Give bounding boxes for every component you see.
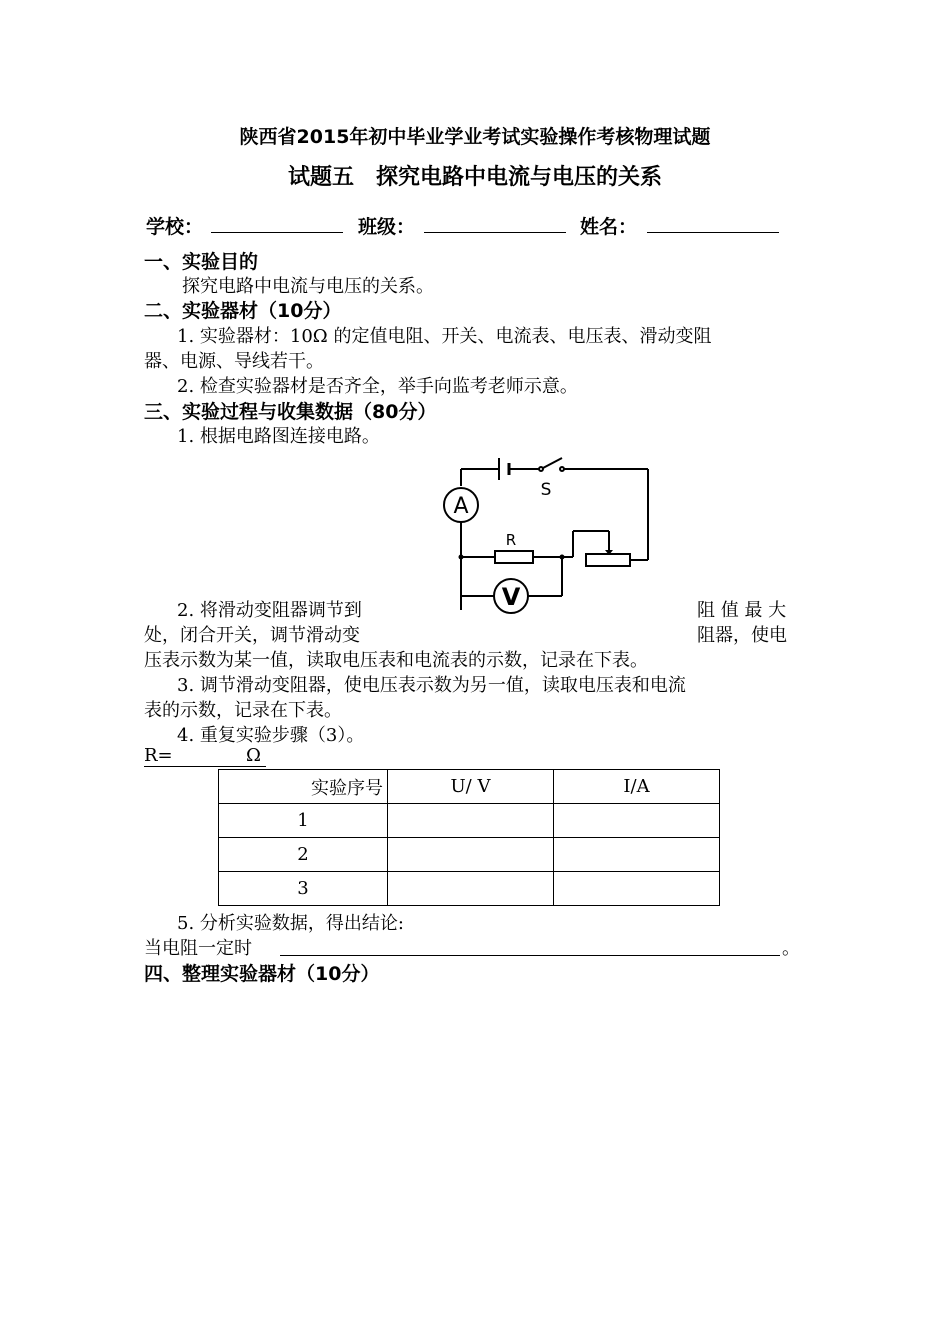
step-5: 5. 分析实验数据，得出结论: — [177, 913, 404, 934]
step-4: 4. 重复实验步骤（3）。 — [177, 725, 365, 746]
table-header-cell: I/A — [554, 770, 720, 804]
circuit-diagram — [440, 450, 660, 620]
table-cell-voltage[interactable] — [388, 804, 554, 838]
table-cell-voltage[interactable] — [388, 872, 554, 906]
step-3: 3. 调节滑动变阻器，使电压表示数为另一值，读取电压表和电流 — [177, 675, 686, 696]
school-field[interactable] — [211, 232, 343, 233]
section-2-item-1-cont: 器、电源、导线若干。 — [144, 351, 324, 372]
table-row — [219, 872, 720, 906]
step-1: 1. 根据电路图连接电路。 — [177, 426, 380, 447]
page-title: 陕西省2015年初中毕业学业考试实验操作考核物理试题 — [239, 126, 711, 148]
conclusion-prefix: 当电阻一定时 — [144, 938, 252, 959]
table-cell-current[interactable] — [554, 838, 720, 872]
step-2-part-d: 阻器，使电 — [697, 625, 787, 646]
table-cell-voltage[interactable] — [388, 838, 554, 872]
conclusion-field[interactable] — [280, 955, 780, 956]
table-cell-index: 1 — [219, 804, 388, 838]
resistance-field[interactable] — [144, 766, 266, 767]
section-2-item-1: 1. 实验器材：10Ω 的定值电阻、开关、电流表、电压表、滑动变阻 — [177, 326, 712, 347]
section-1-heading: 一、实验目的 — [144, 251, 259, 273]
voltmeter-symbol: V — [501, 583, 521, 611]
table-header-cell: U/ V — [388, 770, 554, 804]
section-2-item-2: 2. 检查实验器材是否齐全，举手向监考老师示意。 — [177, 376, 578, 397]
ammeter-symbol: A — [453, 494, 469, 519]
section-3-heading: 三、实验过程与收集数据（80分） — [144, 401, 437, 423]
table-cell-index: 3 — [219, 872, 388, 906]
table-header-row — [219, 770, 720, 804]
resistor-label: R — [505, 531, 517, 549]
table-header-cell: 实验序号 — [219, 770, 388, 804]
class-field[interactable] — [424, 232, 566, 233]
section-1-text: 探究电路中电流与电压的关系。 — [182, 276, 434, 297]
class-label: 班级： — [358, 216, 416, 238]
name-label: 姓名： — [580, 216, 638, 238]
section-4-heading: 四、整理实验器材（10分） — [144, 963, 380, 985]
table-cell-current[interactable] — [554, 804, 720, 838]
table-row — [219, 804, 720, 838]
section-2-heading: 二、实验器材（10分） — [144, 300, 342, 322]
step-2: 2. 将滑动变阻器调节到 — [177, 600, 362, 621]
table-cell-current[interactable] — [554, 872, 720, 906]
step-3-cont: 表的示数，记录在下表。 — [144, 700, 342, 721]
step-2-part-c: 处，闭合开关，调节滑动变 — [144, 625, 360, 646]
resistance-unit: Ω — [246, 745, 261, 766]
school-label: 学校： — [146, 216, 204, 238]
name-field[interactable] — [647, 232, 779, 233]
step-2-part-e: 压表示数为某一值，读取电压表和电流表的示数，记录在下表。 — [144, 650, 648, 671]
switch-label: S — [540, 480, 552, 500]
resistance-label: R= — [144, 745, 173, 766]
table-cell-index: 2 — [219, 838, 388, 872]
table-row — [219, 838, 720, 872]
data-table — [218, 769, 720, 906]
conclusion-suffix: 。 — [782, 938, 800, 959]
page-subtitle: 试题五 探究电路中电流与电压的关系 — [287, 165, 662, 190]
step-2-part-b: 阻 值 最 大 — [697, 600, 787, 621]
